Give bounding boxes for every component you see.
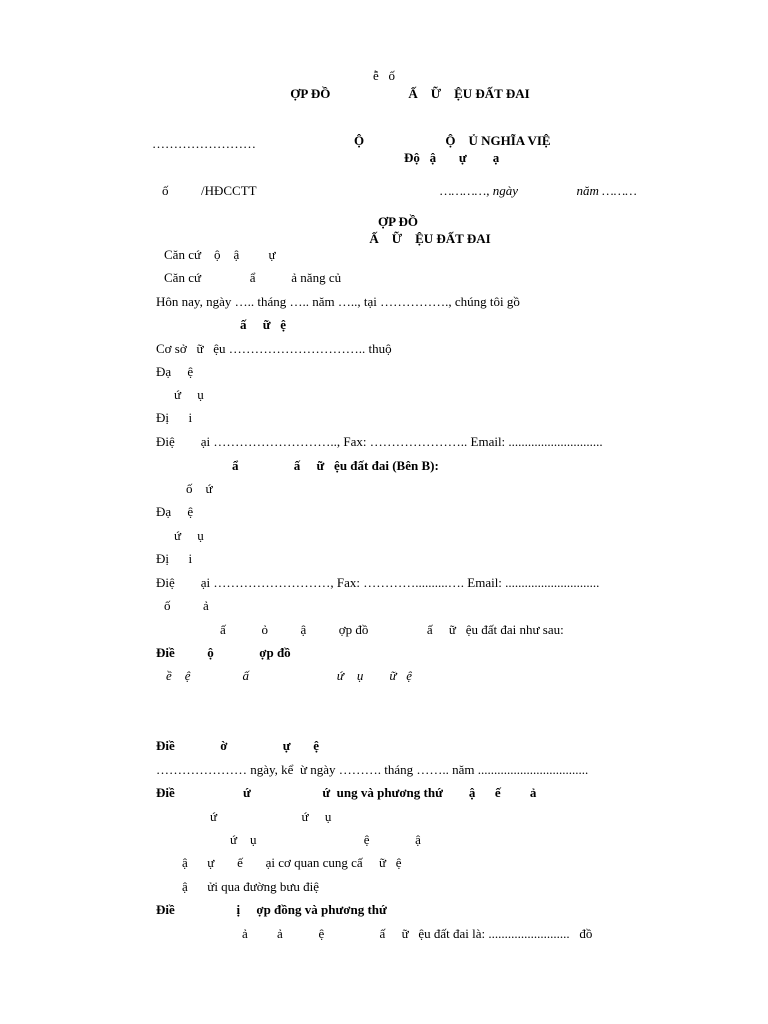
body-line: Cơ sở ữ ệu ………………………….. thuộ — [156, 341, 392, 356]
body-line: ứ ụ — [174, 528, 204, 543]
body-line: Đị i — [156, 551, 193, 566]
body-line: ứ ứ ụ — [210, 809, 332, 824]
body-line: Căn cứ ẩ ả năng củ — [164, 270, 342, 285]
document-title: ỢP ĐỒ Ấ Ữ ỆU ĐẤT ĐAI — [290, 86, 530, 101]
body-line: ố ứ — [186, 481, 213, 496]
body-line: ả ả ệ ấ ữ ệu đất đai là: ......................... đồ — [242, 926, 593, 941]
place-dots: …………………… — [152, 136, 256, 151]
body-line: Đạ ệ — [156, 364, 194, 379]
date-place: …………, ngày năm ……… — [440, 183, 637, 198]
body-line: Điề ộ ợp đồ — [156, 645, 291, 660]
contract-number: ố /HĐCCTT — [162, 183, 257, 198]
body-line: ấ ữ ệ — [240, 317, 287, 332]
body-line: ấ ỏ ậ ợp đồ ấ ữ ệu đất đai như sau: — [220, 622, 564, 637]
body-line: Điề ứ ứ ung và phương thứ ậ ế ả — [156, 785, 537, 800]
national-submotto: Độ ậ ự ạ — [404, 150, 500, 165]
body-line: ề ệ ấ ứ ụ ữ ệ — [166, 668, 412, 683]
contract-title: ỢP ĐỒ — [377, 214, 419, 229]
body-line: Điề ị ợp đồng và phương thứ — [156, 902, 387, 917]
body-line: ậ ự ế ại cơ quan cung cấ ữ ệ — [182, 855, 402, 870]
body-line: Đị i — [156, 410, 193, 425]
body-line: Điệ ại ………………………, Fax: …………..........…. Email: ............................. — [156, 575, 600, 590]
body-line: ậ ửi qua đường bưu điệ — [182, 879, 320, 894]
body-line: Căn cứ ộ ậ ự — [164, 247, 276, 262]
contract-subtitle: Ấ Ữ ỆU ĐẤT ĐAI — [369, 231, 491, 246]
body-line: ẩ ấ ữ ệu đất đai (Bên B): — [232, 458, 439, 473]
national-motto: Ộ Ộ Ủ NGHĨA VIỆ — [354, 133, 551, 148]
body-line: ứ ụ ệ ậ — [230, 832, 421, 847]
body-line: ứ ụ — [174, 387, 204, 402]
body-line: Đạ ệ — [156, 504, 194, 519]
body-line: ………………… ngày, kể ừ ngày ………. tháng …….. năm .................................. — [156, 762, 589, 777]
body-line: Điề ờ ự ệ — [156, 738, 320, 753]
body-line: Điệ ại ……………………….., Fax: ………………….. Email: ............................. — [156, 434, 603, 449]
body-line: ố ả — [164, 598, 209, 613]
header-mark: ễ ố — [372, 68, 396, 83]
body-line: Hôn nay, ngày ….. tháng ….. năm ….., tại ……………., chúng tôi gồ — [156, 294, 520, 309]
